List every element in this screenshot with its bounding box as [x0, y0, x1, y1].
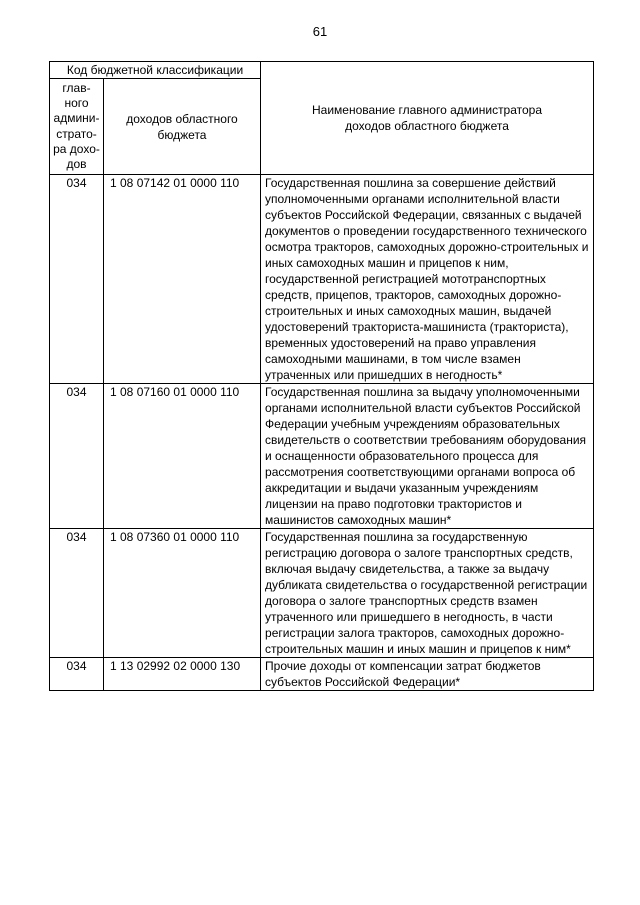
income-name-cell: Прочие доходы от компенсации затрат бюджетов субъектов Российской Федерации*: [261, 658, 594, 691]
header-regional-income-text: доходов областного бюджета: [126, 111, 238, 142]
table-row: [50, 175, 594, 384]
admin-code-cell: 034: [50, 175, 104, 384]
income-name-cell: Государственная пошлина за государственную регистрацию договора о залоге транспортных средств, включая выдачу свидетельства, а также за выдачу дубликата свидетельства о государственной регистрации договора о залоге транспортных средств взамен утраченного или пришедшего в негодность, в части регистрации залога тракторов, самоходных дорожно-строительных машин и иных машин и прицепов к ним*: [261, 529, 594, 658]
header-regional-income: [104, 79, 261, 175]
admin-code-cell: 034: [50, 658, 104, 691]
page-number: 61: [312, 24, 328, 39]
income-code-cell: 1 13 02992 02 0000 130: [104, 658, 261, 691]
header-classification-group: Код бюджетной классификации: [50, 62, 261, 79]
budget-classification-table: [49, 61, 594, 691]
income-code-cell: 1 08 07142 01 0000 110: [104, 175, 261, 384]
header-chief-administrator-text: глав- ного админи- страто- ра дохо- дов: [53, 81, 100, 172]
admin-code-cell: 034: [50, 384, 104, 529]
admin-code-cell: 034: [50, 529, 104, 658]
header-chief-administrator: [50, 79, 104, 175]
table-row: [50, 384, 594, 529]
table-row: [50, 658, 594, 691]
income-name-cell: Государственная пошлина за совершение действий уполномоченными органами исполнительной власти субъектов Российской Федерации, связанных с выдачей документов о проведении государственного технического осмотра тракторов, самоходных дорожно-строительных и иных самоходных машин и прицепов к ним, государственной регистрацией мототранспортных средств, прицепов, тракторов, самоходных дорожно-строительных и иных самоходных машин, выдачей удостоверений тракториста-машиниста (тракториста), временных удостоверений на право управления самоходными машинами, в том числе взамен утраченных или пришедших в негодность*: [261, 175, 594, 384]
income-name-cell: Государственная пошлина за выдачу уполномоченными органами исполнительной власти субъектов Российской Федерации учебным учреждениям образовательных свидетельств о соответствии требованиям оборудования и оснащенности образовательного процесса для рассмотрения соответствующими органами вопроса об аккредитации и выдачи указанным учреждениям лицензии на право подготовки трактористов и машинистов самоходных машин*: [261, 384, 594, 529]
income-code-cell: 1 08 07360 01 0000 110: [104, 529, 261, 658]
table-header-row-top: [50, 62, 594, 79]
income-code-cell: 1 08 07160 01 0000 110: [104, 384, 261, 529]
header-administrator-name-text: Наименование главного администратора доходов областного бюджета: [312, 103, 543, 134]
header-administrator-name: [261, 62, 594, 175]
table-row: [50, 529, 594, 658]
